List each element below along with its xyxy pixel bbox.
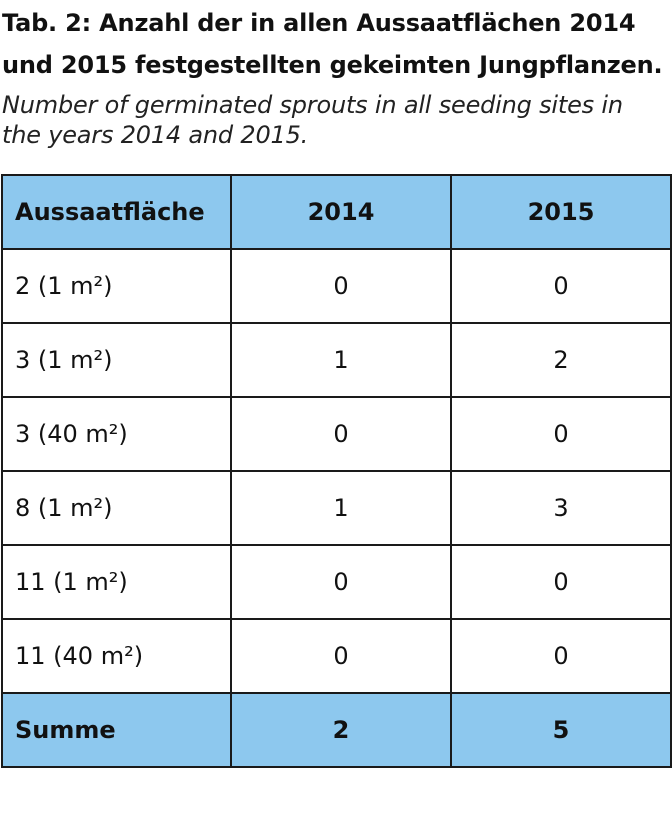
row-label: 11 (40 m²) <box>2 619 231 693</box>
caption-subtitle-line-2: the years 2014 and 2015. <box>2 121 309 149</box>
caption-subtitle <box>2 90 670 150</box>
table-row <box>2 323 671 397</box>
cell-2014: 0 <box>231 545 451 619</box>
cell-2014: 1 <box>231 471 451 545</box>
cell-2014: 0 <box>231 397 451 471</box>
column-header-aussaatflaeche: Aussaatfläche <box>2 175 231 249</box>
row-label: 11 (1 m²) <box>2 545 231 619</box>
caption-title-line-1: Tab. 2: Anzahl der in allen Aussaatflächen 2014 <box>2 9 636 37</box>
table-caption <box>2 2 670 150</box>
cell-2015: 0 <box>451 249 671 323</box>
table-row <box>2 471 671 545</box>
table-row <box>2 545 671 619</box>
row-label: 3 (40 m²) <box>2 397 231 471</box>
total-label: Summe <box>2 693 231 767</box>
caption-title <box>2 2 670 86</box>
caption-title-line-2: und 2015 festgestellten gekeimten Jungpflanzen. <box>2 51 663 79</box>
column-header-2015: 2015 <box>451 175 671 249</box>
cell-2015: 0 <box>451 619 671 693</box>
cell-2014: 1 <box>231 323 451 397</box>
column-header-2014: 2014 <box>231 175 451 249</box>
cell-2015: 2 <box>451 323 671 397</box>
table-total-row <box>2 693 671 767</box>
table-row <box>2 397 671 471</box>
total-2015: 5 <box>451 693 671 767</box>
row-label: 2 (1 m²) <box>2 249 231 323</box>
table-row <box>2 619 671 693</box>
row-label: 3 (1 m²) <box>2 323 231 397</box>
cell-2015: 3 <box>451 471 671 545</box>
table-row <box>2 249 671 323</box>
caption-subtitle-line-1: Number of germinated sprouts in all seeding sites in <box>2 91 623 119</box>
table-header-row <box>2 175 671 249</box>
cell-2015: 0 <box>451 397 671 471</box>
cell-2014: 0 <box>231 619 451 693</box>
germination-table <box>1 174 672 768</box>
cell-2015: 0 <box>451 545 671 619</box>
cell-2014: 0 <box>231 249 451 323</box>
row-label: 8 (1 m²) <box>2 471 231 545</box>
total-2014: 2 <box>231 693 451 767</box>
